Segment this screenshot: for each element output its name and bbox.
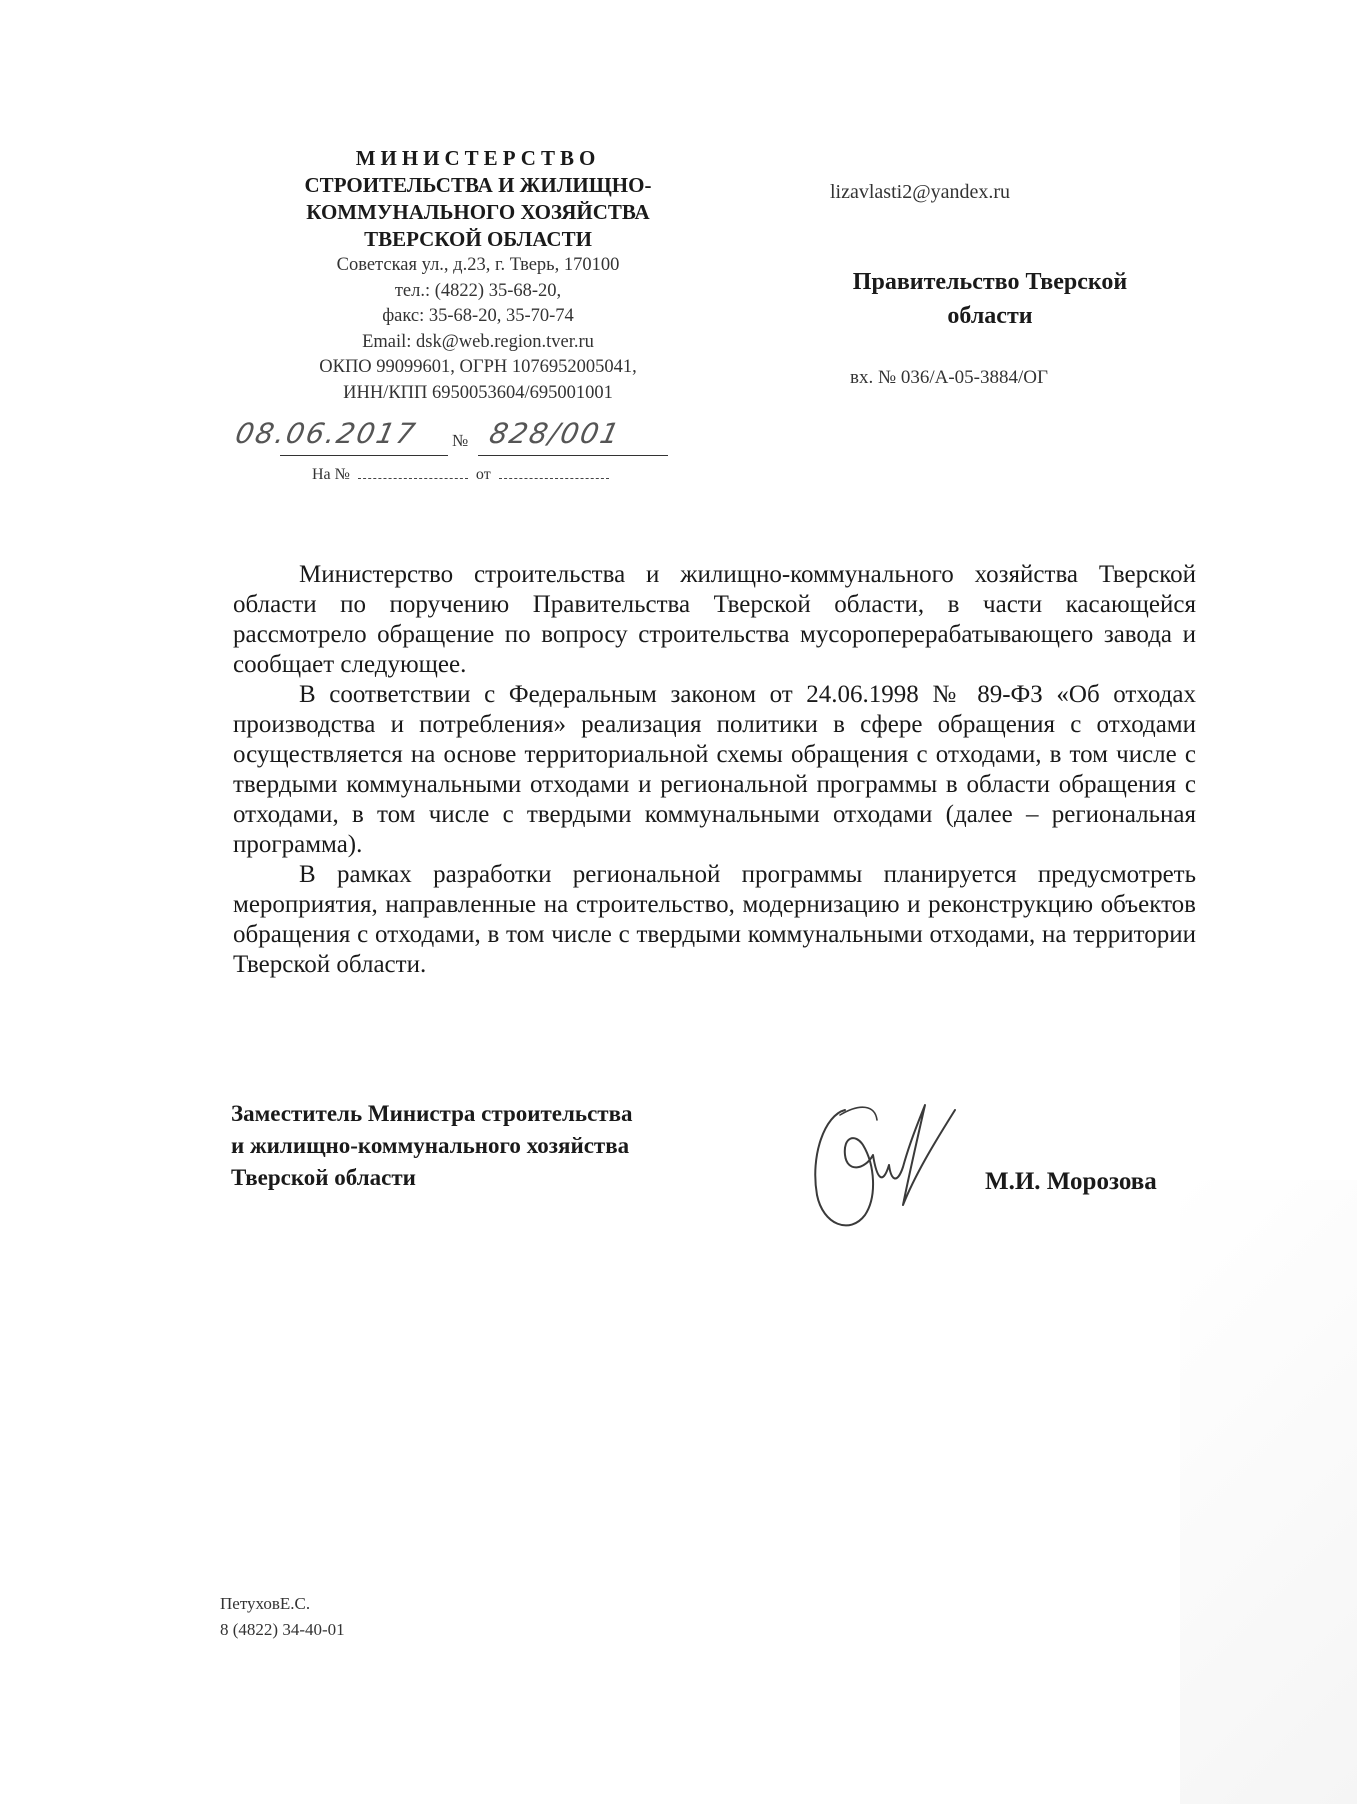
scan-shadow <box>1180 1180 1357 1804</box>
addressee-line-1: Правительство Тверской <box>852 269 1128 295</box>
ministry-codes: ОКПО 99099601, ОГРН 1076952005041, <box>319 357 637 377</box>
letterhead <box>268 145 688 406</box>
ministry-name-line-2: КОММУНАЛЬНОГО ХОЗЯЙСТВА <box>306 200 650 224</box>
reference-date-label: от <box>475 466 491 483</box>
executor-block <box>220 1591 345 1643</box>
ministry-address: Советская ул., д.23, г. Тверь, 170100 <box>336 255 620 275</box>
signatory-name: М.И. Морозова <box>985 1168 1157 1195</box>
body-paragraph-1: Министерство строительства и жилищно-коммунального хозяйства Тверской области по поручению Правительства Тверской области, в части касающейся рассмотрело обращение по вопросу строительства мусороперерабатывающего завода и сообщает следующее. <box>233 561 1196 678</box>
ministry-phone: тел.: (4822) 35-68-20, <box>394 280 562 301</box>
handwritten-signature <box>805 1085 980 1240</box>
date-underline <box>280 455 448 456</box>
registration-number-label: № <box>452 431 469 450</box>
ministry-name-line-1: СТРОИТЕЛЬСТВА И ЖИЛИЩНО- <box>304 173 652 197</box>
addressee <box>790 265 1190 333</box>
reference-line <box>312 466 617 484</box>
signatory-position-line-1: Заместитель Министра строительства <box>231 1101 633 1126</box>
reference-date-blank <box>499 478 609 479</box>
reference-number-label: На № <box>312 466 350 483</box>
registration-date: 08.06.2017 <box>232 417 420 450</box>
signatory-position-line-3: Тверской области <box>231 1165 416 1190</box>
addressee-line-2: области <box>947 303 1033 329</box>
ministry-inn: ИНН/КПП 6950053604/695001001 <box>343 382 613 403</box>
signatory-position <box>231 1098 791 1194</box>
registration-line <box>230 417 670 457</box>
number-underline <box>478 455 668 456</box>
letter-body <box>233 560 1196 980</box>
body-paragraph-3: В рамках разработки региональной программы планируется предусмотреть мероприятия, направленные на строительство, модернизацию и реконструкцию объектов обращения с отходами, в том числе с твердыми коммунальными отходами, на территории Тверской области. <box>233 861 1196 978</box>
recipient-email: lizavlasti2@yandex.ru <box>830 181 1011 203</box>
body-paragraph-2: В соответствии с Федеральным законом от 24.06.1998 № 89-ФЗ «Об отходах производства и потребления» реализация политики в сфере обращения с отходами осуществляется на основе территориальной схемы обращения с отходами, в том числе с твердыми коммунальными отходами и региональной программы в области обращения с отходами, в том числе с твердыми коммунальными отходами (далее – региональная программа). <box>233 681 1196 858</box>
ministry-title: МИНИСТЕРСТВО <box>355 146 601 170</box>
registration-number: 828/001 <box>486 417 624 450</box>
incoming-number: вх. № 036/А-05-3884/ОГ <box>850 367 1048 388</box>
ministry-fax: факс: 35-68-20, 35-70-74 <box>382 306 574 326</box>
reference-number-blank <box>358 478 468 479</box>
ministry-email: Email: dsk@web.region.tver.ru <box>362 331 594 352</box>
signatory-position-line-2: и жилищно-коммунального хозяйства <box>231 1133 630 1158</box>
executor-name: ПетуховЕ.С. <box>220 1594 311 1613</box>
ministry-name-line-3: ТВЕРСКОЙ ОБЛАСТИ <box>364 227 592 251</box>
executor-phone: 8 (4822) 34-40-01 <box>220 1620 345 1639</box>
